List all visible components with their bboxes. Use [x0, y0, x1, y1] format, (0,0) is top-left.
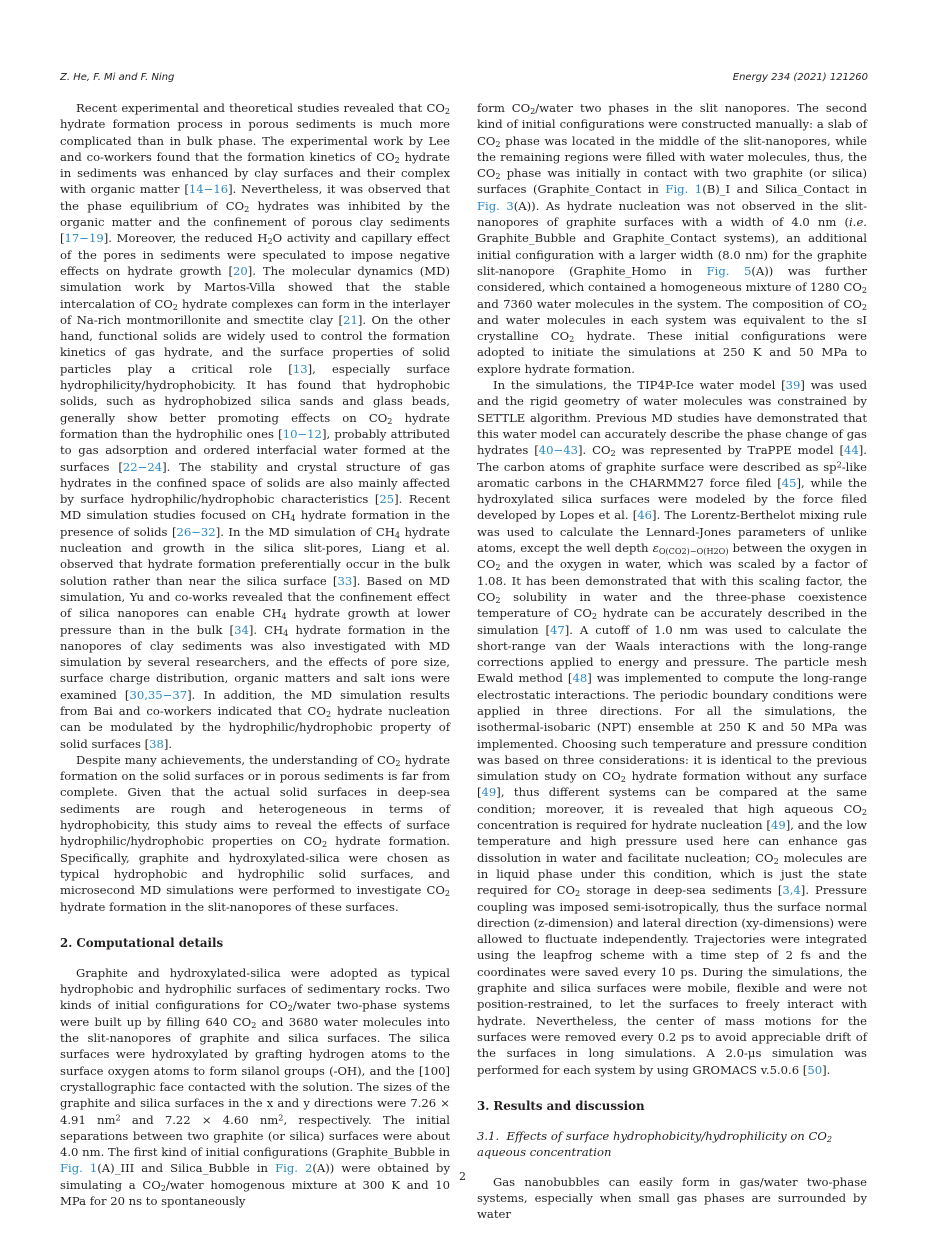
citation-link[interactable]: 25: [379, 492, 395, 507]
left-column: [60, 100, 450, 1209]
citation-link[interactable]: 22−24: [122, 459, 163, 474]
page-number: 2: [459, 1170, 466, 1183]
citation-link[interactable]: 38: [149, 736, 164, 751]
paragraph: Despite many achievements, the understanding of $CO_2$ hydrate formation on the solid surfaces or in porous sediments is far from complete. Given that the actual solid surfaces in deep-sea sediments are rough and heterogeneous in terms of hydrophobicity, this study aims to reveal the effects of surface hydrophilic/hydrophobic properties on $CO_2$ hydrate formation. Specifically, graphite and hydroxylated-silica were chosen as typical hydrophobic and hydrophilic solid surfaces, and microsecond MD simulations were performed to investigate $CO_2$ hydrate formation in the slit-nanopores of these surfaces.: [60, 752, 450, 914]
citation-link[interactable]: 33: [337, 573, 353, 588]
citation-link[interactable]: 40−43: [538, 443, 579, 458]
figure-link[interactable]: Fig. 3: [477, 198, 514, 213]
figure-link[interactable]: Fig. 1: [60, 1161, 98, 1176]
citation-link[interactable]: 47: [550, 622, 565, 637]
citation-link[interactable]: 20: [233, 263, 248, 278]
section-heading: 2. Computational details: [60, 935, 224, 950]
citation-link[interactable]: 49: [770, 818, 786, 833]
citation-link[interactable]: 14−16: [188, 182, 229, 197]
subsection-heading: 3.1. Effects of surface hydrophobicity/hydrophilicity on $CO_2$ aqueous concentration: [477, 1128, 832, 1159]
citation-link[interactable]: 39: [785, 378, 801, 393]
citation-link[interactable]: 10−12: [282, 426, 322, 441]
paragraph: Recent experimental and theoretical studies revealed that $CO_2$ hydrate formation process in porous sediments is much more complicated than in bulk phase. The experimental work by Lee and co-workers found that the formation kinetics of $CO_2$ hydrate in sediments was enhanced by clay surfaces and their complex with organic matter [14−16]. Nevertheless, it was observed that the phase equilibrium of $CO_2$ hydrates was inhibited by the organic matter and the confinement of porous clay sediments [17−19]. Moreover, the reduced $H_2O$ activity and capillary effect of the pores in sediments were speculated to impose negative effects on hydrate growth [20]. The molecular dynamics (MD) simulation work by Martos-Villa showed that the stable intercalation of $CO_2$ hydrate complexes can form in the interlayer of Na-rich montmorillonite and smectite clay [21]. On the other hand, functional solids are widely used to control the formation kinetics of gas hydrate, and the surface properties of solid particles play a critical role [13], especially surface hydrophilicity/hydrophobicity. It has found that hydrophobic solids, such as hydrophobized silica sands and glass beads, generally show better promoting effects on $CO_2$ hydrate formation than the hydrophilic ones [10−12], probably attributed to gas adsorption and ordered interfacial water formed at the surfaces [22−24]. The stability and crystal structure of gas hydrates in the confined space of solids are also mainly affected by surface hydrophilic/hydrophobic characteristics [25]. Recent MD simulation studies focused on $CH_4$ hydrate formation in the presence of solids [26−32]. In the MD simulation of $CH_4$ hydrate nucleation and growth in the silica slit-pores, Liang et al. observed that hydrate formation preferentially occur in the bulk solution rather than near the silica surface [33]. Based on MD simulation, Yu and co-works revealed that the confinement effect of silica nanopores can enable $CH_4$ hydrate growth at lower pressure than in the bulk [34]. $CH_4$ hydrate formation in the nanopores of clay sediments was also investigated with MD simulation by several researchers, and the effects of pore size, surface charge distribution, organic matters and salt ions were examined [30,35−37]. In addition, the MD simulation results from Bai and co-workers indicated that $CO_2$ hydrate nucleation can be modulated by the hydrophilic/hydrophobic property of solid surfaces [38].: [60, 101, 451, 751]
paragraph: Gas nanobubbles can easily form in gas/water two-phase systems, especially when small gas phases are surrounded by water: [477, 1174, 867, 1222]
citation-link[interactable]: 13: [292, 361, 308, 376]
section-heading: 3. Results and discussion: [477, 1098, 645, 1113]
citation-link[interactable]: 44: [844, 443, 859, 458]
running-header-authors: Z. He, F. Mi and F. Ning: [60, 72, 175, 83]
figure-link[interactable]: Fig. 1: [665, 182, 703, 197]
paragraph: Graphite and hydroxylated-silica were adopted as typical hydrophobic and hydrophilic surfaces of sedimentary rocks. Two kinds of initial configurations for $CO_2$/water two-phase systems were built up by filling 640 $CO_2$ and 3680 water molecules into the slit-nanopores of graphite and silica surfaces. The silica surfaces were hydroxylated by grafting hydrogen atoms to the surface oxygen atoms to form silanol groups (-OH), and the [100] crystallographic face contacted with the solution. The sizes of the graphite and silica surfaces in the x and y directions were 7.26 × 4.91 $nm^2$ and 7.22 × 4.60 $nm^2$, respectively. The initial separations between two graphite (or silica) surfaces were about 4.0 nm. The first kind of initial configurations (Graphite_Bubble in Fig. 1(A)_III and Silica_Bubble in Fig. 2(A)) were obtained by simulating a $CO_2$/water homogenous mixture at 300 K and 10 MPa for 20 ns to spontaneously: [60, 965, 451, 1208]
paragraph: form $CO_2$/water two phases in the slit nanopores. The second kind of initial configurations were constructed manually: a slab of $CO_2$ phase was located in the middle of the slit-nanopores, while the remaining regions were filled with water molecules, thus, the $CO_2$ phase was initially in contact with two graphite (or silica) surfaces (Graphite_Contact in Fig. 1(B)_I and Silica_Contact in Fig. 3(A)). As hydrate nucleation was not observed in the slit-nanopores of graphite surfaces with a width of 4.0 nm (i.e. Graphite_Bubble and Graphite_Contact systems), an additional initial configuration with a larger width (8.0 nm) for the graphite slit-nanopore (Graphite_Homo in Fig. 5(A)) was further considered, which contained a homogeneous mixture of 1280 $CO_2$ and 7360 water molecules in the system. The composition of $CO_2$ and water molecules in each system was equivalent to the sI crystalline $CO_2$ hydrate. These initial configurations were adopted to initiate the simulations at 250 K and 50 MPa to explore hydrate formation.: [477, 101, 868, 376]
citation-link[interactable]: 30,35−37: [129, 687, 188, 702]
citation-link[interactable]: 49: [481, 785, 497, 800]
citation-link[interactable]: 21: [343, 312, 358, 327]
citation-link[interactable]: 46: [637, 508, 653, 523]
citation-link[interactable]: 3,4: [782, 883, 801, 898]
citation-link[interactable]: 45: [781, 475, 797, 490]
citation-link[interactable]: 26−32: [176, 524, 216, 539]
running-header-journal: Energy 234 (2021) 121260: [732, 72, 868, 83]
citation-link[interactable]: 34: [234, 622, 249, 637]
paragraph: In the simulations, the TIP4P-Ice water model [39] was used and the rigid geometry of water molecules was constrained by SETTLE algorithm. Previous MD studies have demonstrated that this water model can accurately describe the phase change of gas hydrates [40−43]. $CO_2$ was represented by TraPPE model [44]. The carbon atoms of graphite surface were described as $sp^2$-like aromatic carbons in the CHARMM27 force filed [45], while the hydroxylated silica surfaces were modeled by the force filed developed by Lopes et al. [46]. The Lorentz-Berthelot mixing rule was used to calculate the Lennard-Jones parameters of unlike atoms, except the well depth $\varepsilon_{O(CO2)-O(H2O)}$ between the oxygen in $CO_2$ and the oxygen in water, which was scaled by a factor of 1.08. It has been demonstrated that with this scaling factor, the $CO_2$ solubility in water and the three-phase coexistence temperature of $CO_2$ hydrate can be accurately described in the simulation [47]. A cutoff of 1.0 nm was used to calculate the short-range van der Waals interactions with the long-range corrections applied to energy and pressure. The particle mesh Ewald method [48] was implemented to compute the long-range electrostatic interactions. The periodic boundary conditions were applied in three directions. For all the simulations, the isothermal-isobaric (NPT) ensemble at 250 K and 50 MPa was implemented. Choosing such temperature and pressure condition was based on three considerations: it is identical to the previous simulation study on $CO_2$ hydrate formation without any surface [49], thus different systems can be compared at the same condition; moreover, it is revealed that high aqueous $CO_2$ concentration is required for hydrate nucleation [49], and the low temperature and high pressure used here can enhance gas dissolution in water and facilitate nucleation; $CO_2$ molecules are in liquid phase under this condition, which is just the state required for $CO_2$ storage in deep-sea sediments [3,4]. Pressure coupling was imposed semi-isotropically, thus the surface normal direction (z-dimension) and lateral direction (xy-dimensions) were allowed to fluctuate independently. Trajectories were integrated using the leapfrog scheme with a time step of 2 fs and the coordinates were saved every 10 ps. During the simulations, the graphite and silica surfaces were mobile, flexible and were not position-restrained, to let the surfaces to freely interact with hydrate. Nevertheless, the center of mass motions for the surfaces were removed every 0.2 ps to avoid appreciable drift of the surfaces in long simulations. A 2.0-μs simulation was performed for each system by using GROMACS v.5.0.6 [50].: [477, 378, 868, 1077]
citation-link[interactable]: 48: [572, 671, 588, 686]
figure-link[interactable]: Fig. 5: [706, 263, 752, 278]
citation-link[interactable]: 50: [807, 1062, 823, 1077]
right-column: [477, 100, 867, 1223]
citation-link[interactable]: 17−19: [64, 231, 104, 246]
figure-link[interactable]: Fig. 2: [275, 1161, 313, 1176]
